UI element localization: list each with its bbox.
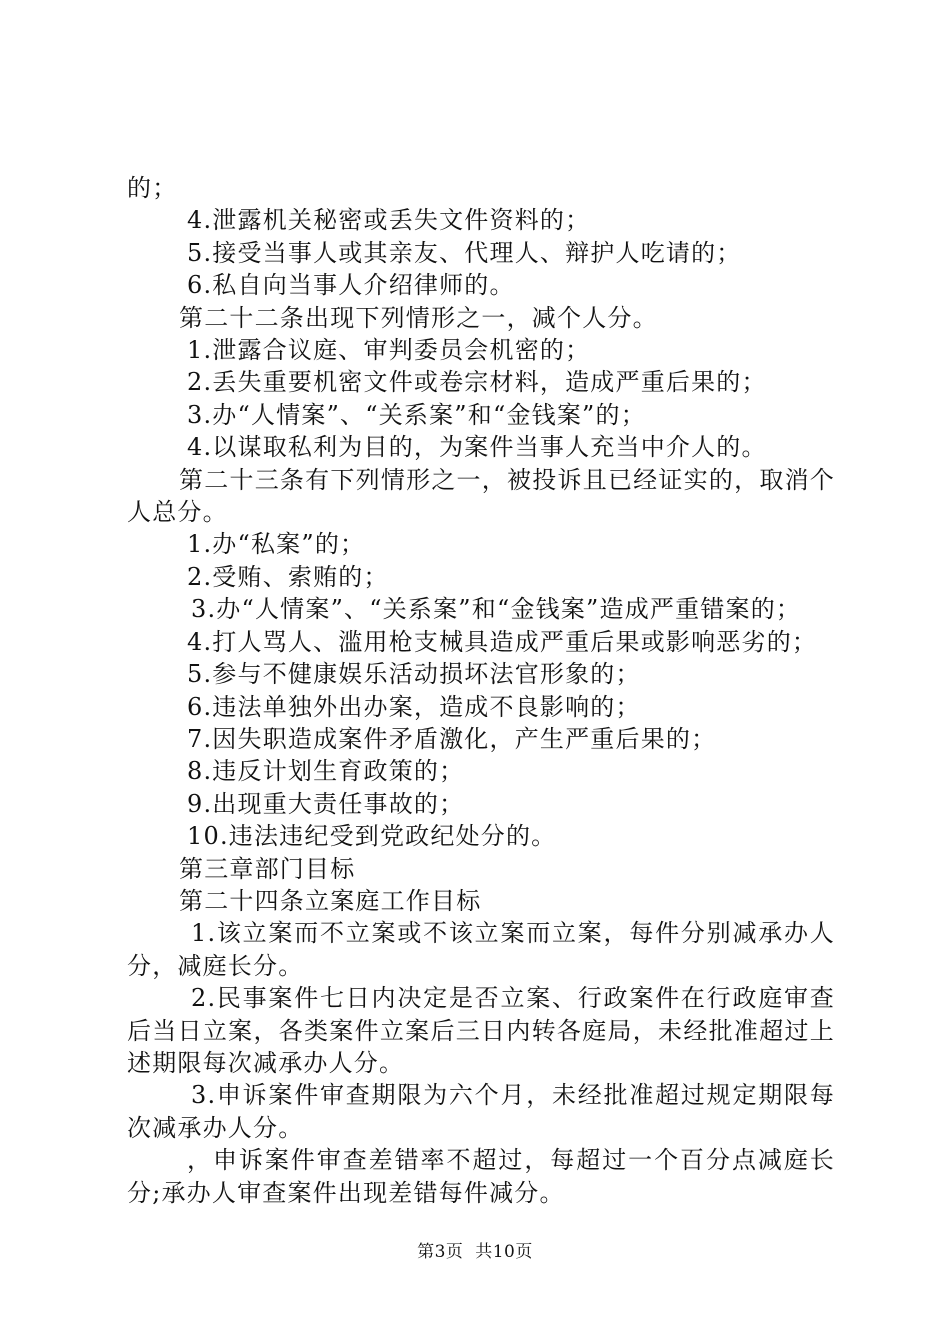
page-footer <box>0 1242 950 1262</box>
document-body <box>127 172 835 1209</box>
page-number: 第3页 共10页 <box>417 1242 533 1262</box>
paragraph: 2.受贿、索贿的； <box>187 562 389 591</box>
paragraph: 10.违法违纪受到党政纪处分的。 <box>187 822 557 851</box>
paragraph: 3.申诉案件审查期限为六个月，未经批准超过规定期限每次减承办人分。 <box>127 1081 835 1142</box>
paragraph: 9.出现重大责任事故的； <box>187 789 465 818</box>
paragraph: 7.因失职造成案件矛盾激化，产生严重后果的； <box>187 724 717 753</box>
paragraph: 2.丢失重要机密文件或卷宗材料，造成严重后果的； <box>187 368 767 397</box>
paragraph: 2.民事案件七日内决定是否立案、行政案件在行政庭审查后当日立案，各类案件立案后三日内转各庭局，未经批准超过上述期限每次减承办人分。 <box>127 984 835 1077</box>
article-heading: 第二十二条出现下列情形之一，减个人分。 <box>179 303 658 332</box>
paragraph: 8.违反计划生育政策的； <box>187 757 465 786</box>
paragraph: 6.违法单独外出办案，造成不良影响的； <box>187 692 641 721</box>
paragraph: 3.办“人情案”、“关系案”和“金钱案”的； <box>187 400 646 429</box>
paragraph: 6.私自向当事人介绍律师的。 <box>187 271 515 300</box>
paragraph: 5.参与不健康娱乐活动损坏法官形象的； <box>187 660 641 689</box>
article-heading: 第二十四条立案庭工作目标 <box>179 886 482 915</box>
article-heading: 第二十三条有下列情形之一，被投诉且已经证实的，取消个人总分。 <box>127 465 835 527</box>
paragraph: 1.该立案而不立案或不该立案而立案，每件分别减承办人分，减庭长分。 <box>127 919 835 980</box>
paragraph: 5.接受当事人或其亲友、代理人、辩护人吃请的； <box>187 238 742 267</box>
paragraph: 4.以谋取私利为目的，为案件当事人充当中介人的。 <box>187 433 767 462</box>
paragraph: ，申诉案件审查差错率不超过，每超过一个百分点减庭长分;承办人审查案件出现差错每件减分。 <box>127 1146 835 1207</box>
paragraph: 4.打人骂人、滥用枪支械具造成严重后果或影响恶劣的； <box>187 627 818 656</box>
paragraph: 1.办“私案”的； <box>187 530 366 559</box>
paragraph: 4.泄露机关秘密或丢失文件资料的； <box>187 206 591 235</box>
chapter-heading: 第三章部门目标 <box>179 854 356 883</box>
paragraph: 的； <box>127 174 178 202</box>
paragraph: 1.泄露合议庭、审判委员会机密的； <box>187 336 591 365</box>
paragraph: 3.办“人情案”、“关系案”和“金钱案”造成严重错案的； <box>191 595 802 624</box>
